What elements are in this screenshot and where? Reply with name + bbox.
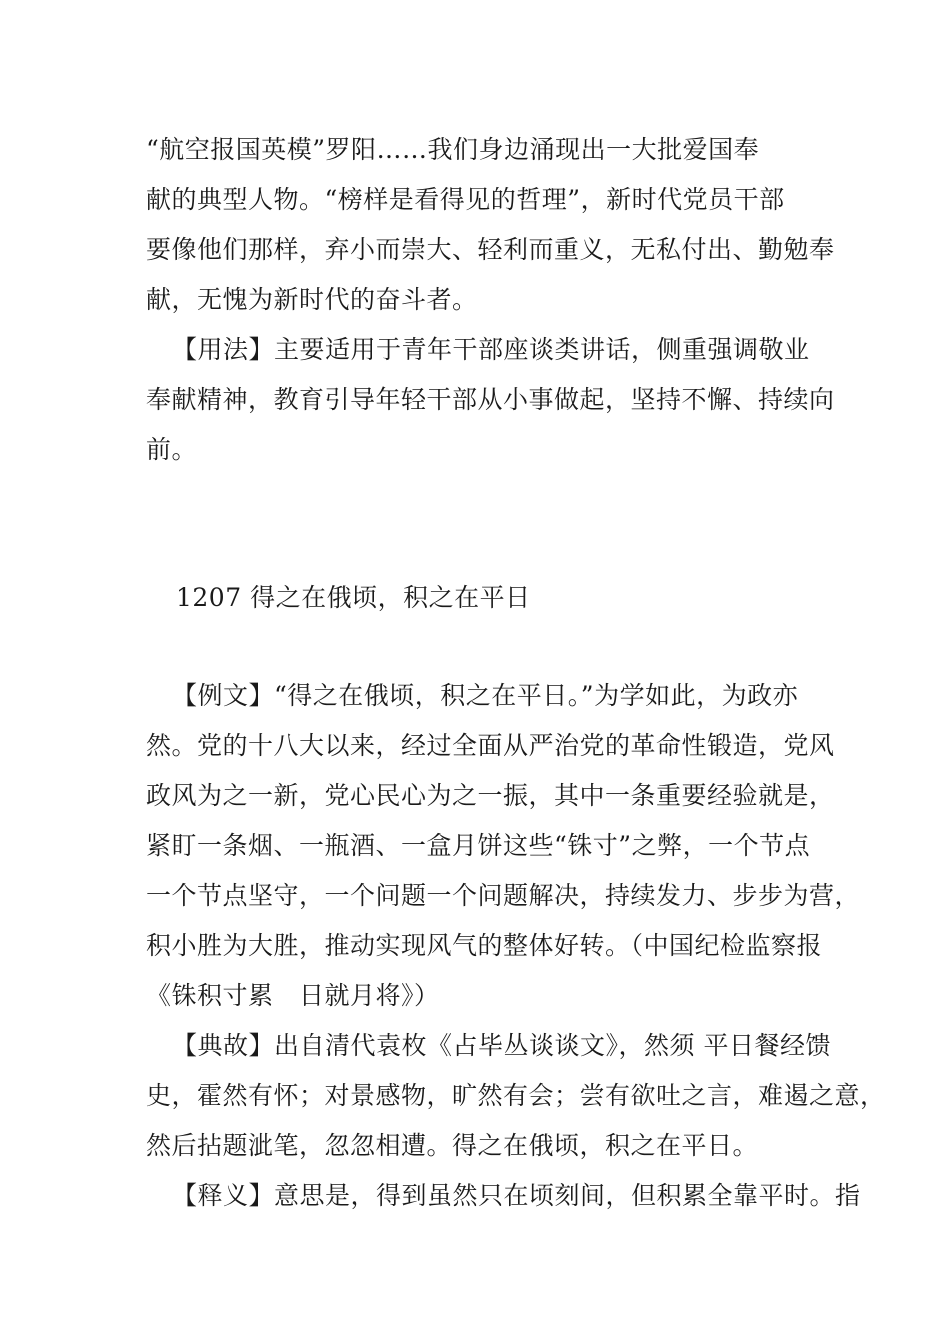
meaning-paragraph-line: 【释义】意思是，得到虽然只在顷刻间，但积累全靠平时。指	[172, 1181, 861, 1210]
paragraph-line: 要像他们那样，弃小而崇大、轻利而重义，无私付出、勤勉奉	[146, 235, 835, 264]
paragraph-line: 积小胜为大胜，推动实现风气的整体好转。（中国纪检监察报	[146, 931, 823, 960]
paragraph-line: 然。党的十八大以来，经过全面从严治党的革命性锻造，党风	[146, 731, 835, 760]
paragraph-line: 前。	[146, 435, 198, 464]
paragraph-line: “航空报国英模”罗阳……我们身边涌现出一大批爱国奉	[146, 135, 760, 164]
paragraph-line: 奉献精神，教育引导年轻干部从小事做起，坚持不懈、持续向	[146, 385, 835, 414]
paragraph-line: 然后拈题泚笔，忽忽相遭。得之在俄顷，积之在平日。	[146, 1131, 759, 1160]
section-heading: 1207 得之在俄顷，积之在平日	[176, 583, 531, 612]
citation-line: 《铢积寸累 日就月将》）	[146, 981, 440, 1010]
paragraph-line: 史，霍然有怀；对景感物，旷然有会；尝有欲吐之言，难遏之意，	[146, 1081, 886, 1110]
paragraph-line: 一个节点坚守，一个问题一个问题解决，持续发力、步步为营，	[146, 881, 861, 910]
paragraph-line: 政风为之一新，党心民心为之一振，其中一条重要经验就是，	[146, 781, 835, 810]
paragraph-line: 献，无愧为新时代的奋斗者。	[146, 285, 478, 314]
example-paragraph-line: 【例文】“得之在俄顷，积之在平日。”为学如此，为政亦	[172, 681, 799, 710]
paragraph-line: 献的典型人物。“榜样是看得见的哲理”，新时代党员干部	[146, 185, 785, 214]
allusion-paragraph-line: 【典故】出自清代袁枚《占毕丛谈谈文》，然须 平日餐经馈	[172, 1031, 831, 1060]
paragraph-line: 紧盯一条烟、一瓶酒、一盒月饼这些“铢寸”之弊，一个节点	[146, 831, 811, 860]
usage-paragraph-line: 【用法】主要适用于青年干部座谈类讲话，侧重强调敬业	[172, 335, 810, 364]
